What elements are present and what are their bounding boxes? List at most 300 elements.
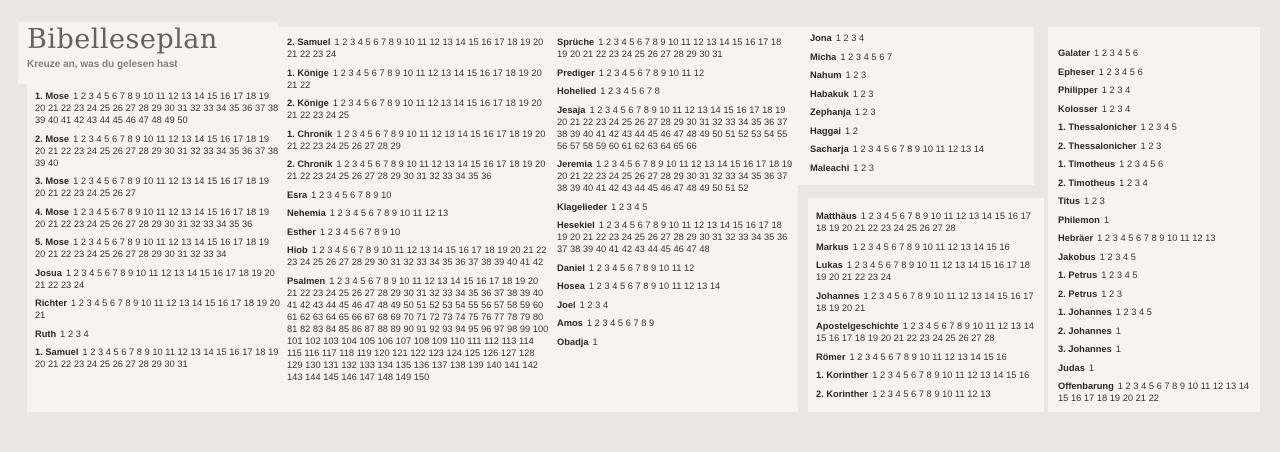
chapter-checkbox[interactable]: 20: [533, 37, 544, 47]
chapter-checkbox[interactable]: 5: [642, 201, 648, 212]
chapter-checkbox[interactable]: 93: [442, 323, 453, 334]
chapter-checkbox[interactable]: 14: [194, 176, 205, 186]
chapter-checkbox[interactable]: 1: [872, 370, 878, 380]
chapter-checkbox[interactable]: 52: [429, 299, 440, 310]
chapter-checkbox[interactable]: 50: [712, 183, 723, 193]
chapter-checkbox[interactable]: 27: [364, 171, 375, 181]
chapter-checkbox[interactable]: 24: [932, 333, 943, 343]
chapter-checkbox[interactable]: 10: [399, 208, 410, 218]
chapter-checkbox[interactable]: 16: [219, 206, 231, 217]
chapter-checkbox[interactable]: 28: [945, 223, 956, 233]
chapter-checkbox[interactable]: 3: [876, 211, 882, 221]
chapter-checkbox[interactable]: 8: [926, 388, 932, 399]
chapter-checkbox[interactable]: 15: [207, 91, 218, 101]
chapter-checkbox[interactable]: 13: [960, 241, 971, 252]
chapter-checkbox[interactable]: 32: [190, 103, 201, 113]
chapter-checkbox[interactable]: 2: [597, 104, 603, 115]
chapter-checkbox[interactable]: 35: [229, 145, 240, 156]
chapter-checkbox[interactable]: 14: [719, 220, 731, 230]
chapter-checkbox[interactable]: 47: [686, 244, 697, 254]
chapter-checkbox[interactable]: 3: [1117, 103, 1123, 114]
chapter-checkbox[interactable]: 24: [86, 103, 98, 113]
chapter-checkbox[interactable]: 18: [1019, 260, 1030, 270]
chapter-checkbox[interactable]: 5: [894, 290, 900, 301]
chapter-checkbox[interactable]: 2: [910, 321, 916, 331]
chapter-checkbox[interactable]: 41: [595, 128, 607, 139]
chapter-checkbox[interactable]: 10: [406, 128, 417, 139]
chapter-checkbox[interactable]: 17: [489, 275, 500, 286]
chapter-checkbox[interactable]: 13: [181, 91, 192, 101]
chapter-checkbox[interactable]: 32: [403, 257, 414, 267]
chapter-checkbox[interactable]: 10: [143, 133, 154, 144]
chapter-checkbox[interactable]: 12: [944, 351, 955, 362]
chapter-checkbox[interactable]: 3: [611, 159, 617, 169]
chapter-checkbox[interactable]: 44: [634, 183, 645, 193]
chapter-checkbox[interactable]: 20: [35, 145, 46, 156]
chapter-checkbox[interactable]: 7: [112, 267, 118, 278]
chapter-checkbox[interactable]: 30: [164, 145, 175, 156]
chapter-checkbox[interactable]: 5: [1128, 233, 1134, 243]
chapter-checkbox[interactable]: 13: [190, 347, 201, 357]
chapter-checkbox[interactable]: 1: [1094, 48, 1100, 58]
chapter-checkbox[interactable]: 1: [902, 321, 908, 331]
chapter-checkbox[interactable]: 32: [712, 171, 723, 181]
chapter-checkbox[interactable]: 1: [1097, 233, 1103, 243]
chapter-checkbox[interactable]: 20: [531, 67, 542, 78]
chapter-checkbox[interactable]: 30: [699, 49, 710, 59]
chapter-checkbox[interactable]: 8: [906, 241, 913, 252]
chapter-checkbox[interactable]: 16: [742, 159, 754, 169]
chapter-checkbox[interactable]: 5: [104, 176, 110, 186]
chapter-checkbox[interactable]: 15: [207, 176, 218, 186]
chapter-checkbox[interactable]: 6: [375, 159, 381, 169]
chapter-checkbox[interactable]: 7: [918, 370, 924, 380]
chapter-checkbox[interactable]: 41: [287, 299, 298, 310]
chapter-checkbox[interactable]: 110: [449, 335, 465, 346]
chapter-checkbox[interactable]: 19: [775, 104, 786, 115]
chapter-checkbox[interactable]: 16: [479, 98, 491, 108]
chapter-checkbox[interactable]: 20: [35, 103, 46, 113]
chapter-checkbox[interactable]: 16: [1019, 370, 1030, 380]
chapter-checkbox[interactable]: 131: [323, 359, 339, 370]
chapter-checkbox[interactable]: 15: [445, 245, 456, 255]
chapter-checkbox[interactable]: 11: [419, 128, 429, 139]
chapter-checkbox[interactable]: 28: [377, 171, 388, 181]
chapter-checkbox[interactable]: 23: [73, 145, 85, 156]
chapter-checkbox[interactable]: 8: [1172, 381, 1178, 391]
chapter-checkbox[interactable]: 2: [857, 351, 863, 362]
chapter-checkbox[interactable]: 27: [647, 171, 658, 181]
chapter-checkbox[interactable]: 3: [604, 104, 611, 115]
chapter-checkbox[interactable]: 1: [588, 262, 595, 273]
chapter-checkbox[interactable]: 9: [144, 347, 150, 357]
chapter-checkbox[interactable]: 6: [368, 275, 374, 286]
chapter-checkbox[interactable]: 11: [672, 104, 682, 115]
chapter-checkbox[interactable]: 3: [88, 91, 94, 101]
chapter-checkbox[interactable]: 25: [99, 188, 111, 198]
chapter-checkbox[interactable]: 30: [699, 232, 710, 242]
chapter-checkbox[interactable]: 2: [879, 370, 886, 380]
chapter-checkbox[interactable]: 127: [500, 347, 517, 358]
chapter-checkbox[interactable]: 4: [1123, 251, 1129, 262]
chapter-checkbox[interactable]: 135: [395, 359, 412, 370]
chapter-checkbox[interactable]: 4: [895, 370, 901, 380]
chapter-checkbox[interactable]: 120: [374, 347, 390, 358]
chapter-checkbox[interactable]: 5: [880, 351, 886, 362]
chapter-checkbox[interactable]: 32: [725, 232, 736, 242]
chapter-checkbox[interactable]: 15: [207, 237, 218, 247]
chapter-checkbox[interactable]: 45: [112, 115, 123, 125]
chapter-checkbox[interactable]: 2: [618, 201, 625, 212]
chapter-checkbox[interactable]: 64: [660, 140, 671, 151]
chapter-checkbox[interactable]: 70: [403, 311, 414, 322]
chapter-checkbox[interactable]: 27: [364, 140, 375, 151]
chapter-checkbox[interactable]: 3: [604, 281, 610, 291]
chapter-checkbox[interactable]: 2: [344, 159, 350, 169]
chapter-checkbox[interactable]: 5: [883, 241, 889, 252]
chapter-checkbox[interactable]: 1: [598, 37, 604, 47]
chapter-checkbox[interactable]: 13: [179, 298, 190, 308]
chapter-checkbox[interactable]: 99: [519, 323, 531, 334]
chapter-checkbox[interactable]: 8: [652, 37, 658, 47]
chapter-checkbox[interactable]: 13: [1225, 381, 1237, 391]
chapter-checkbox[interactable]: 7: [376, 208, 382, 218]
chapter-checkbox[interactable]: 43: [86, 115, 98, 125]
chapter-checkbox[interactable]: 1: [1119, 177, 1125, 188]
chapter-checkbox[interactable]: 138: [449, 359, 466, 370]
chapter-checkbox[interactable]: 1: [73, 237, 79, 247]
chapter-checkbox[interactable]: 10: [916, 260, 928, 270]
chapter-checkbox[interactable]: 25: [338, 287, 350, 298]
chapter-checkbox[interactable]: 62: [299, 311, 311, 322]
chapter-checkbox[interactable]: 33: [416, 257, 427, 267]
chapter-checkbox[interactable]: 27: [125, 103, 136, 113]
chapter-checkbox[interactable]: 39: [569, 183, 581, 193]
chapter-checkbox[interactable]: 27: [660, 232, 671, 242]
chapter-checkbox[interactable]: 10: [402, 67, 414, 78]
chapter-checkbox[interactable]: 5: [903, 388, 909, 399]
chapter-checkbox[interactable]: 6: [371, 67, 377, 78]
chapter-checkbox[interactable]: 16: [217, 298, 229, 308]
chapter-checkbox[interactable]: 8: [127, 237, 133, 247]
chapter-checkbox[interactable]: 19: [514, 275, 526, 286]
chapter-checkbox[interactable]: 22: [60, 188, 72, 198]
chapter-checkbox[interactable]: 11: [155, 91, 166, 101]
chapter-checkbox[interactable]: 13: [437, 208, 449, 218]
chapter-checkbox[interactable]: 5: [933, 321, 939, 331]
chapter-checkbox[interactable]: 18: [245, 91, 257, 101]
chapter-checkbox[interactable]: 15: [463, 275, 474, 286]
chapter-checkbox[interactable]: 8: [641, 318, 647, 328]
chapter-checkbox[interactable]: 11: [681, 220, 692, 230]
chapter-checkbox[interactable]: 3: [868, 88, 874, 99]
chapter-checkbox[interactable]: 46: [673, 244, 684, 254]
chapter-checkbox[interactable]: 26: [647, 49, 658, 59]
chapter-checkbox[interactable]: 7: [119, 237, 125, 247]
chapter-checkbox[interactable]: 1: [1117, 381, 1123, 391]
chapter-checkbox[interactable]: 1: [336, 159, 342, 169]
chapter-checkbox[interactable]: 6: [1158, 159, 1164, 169]
chapter-checkbox[interactable]: 4: [343, 226, 349, 237]
chapter-checkbox[interactable]: 29: [151, 359, 162, 369]
chapter-checkbox[interactable]: 5: [629, 37, 635, 47]
chapter-checkbox[interactable]: 3: [1099, 196, 1105, 206]
chapter-checkbox[interactable]: 21: [47, 359, 59, 369]
chapter-checkbox[interactable]: 4: [356, 98, 362, 108]
chapter-checkbox[interactable]: 11: [932, 351, 942, 362]
chapter-checkbox[interactable]: 6: [941, 321, 947, 331]
chapter-checkbox[interactable]: 43: [621, 128, 633, 139]
chapter-checkbox[interactable]: 16: [736, 104, 747, 115]
chapter-checkbox[interactable]: 26: [112, 359, 123, 369]
chapter-checkbox[interactable]: 8: [917, 290, 923, 301]
chapter-checkbox[interactable]: 1: [73, 176, 79, 186]
chapter-checkbox[interactable]: 41: [595, 183, 607, 193]
chapter-checkbox[interactable]: 1: [311, 189, 317, 200]
chapter-checkbox[interactable]: 10: [143, 91, 154, 101]
chapter-checkbox[interactable]: 54: [455, 299, 466, 310]
chapter-checkbox[interactable]: 1: [598, 67, 604, 78]
chapter-checkbox[interactable]: 104: [341, 335, 357, 346]
chapter-checkbox[interactable]: 37: [776, 171, 788, 181]
chapter-checkbox[interactable]: 3: [1156, 122, 1162, 132]
chapter-checkbox[interactable]: 12: [168, 237, 179, 247]
chapter-checkbox[interactable]: 36: [764, 116, 775, 127]
chapter-checkbox[interactable]: 25: [99, 145, 111, 156]
chapter-checkbox[interactable]: 25: [99, 103, 111, 113]
chapter-checkbox[interactable]: 23: [60, 279, 72, 290]
chapter-checkbox[interactable]: 45: [647, 128, 658, 139]
chapter-checkbox[interactable]: 4: [96, 206, 102, 217]
chapter-checkbox[interactable]: 37: [776, 116, 788, 127]
chapter-checkbox[interactable]: 19: [781, 159, 793, 169]
chapter-checkbox[interactable]: 4: [89, 267, 95, 278]
chapter-checkbox[interactable]: 22: [536, 245, 547, 255]
chapter-checkbox[interactable]: 16: [828, 333, 840, 343]
chapter-checkbox[interactable]: 8: [127, 176, 133, 186]
chapter-checkbox[interactable]: 9: [660, 220, 667, 230]
chapter-checkbox[interactable]: 9: [135, 91, 141, 101]
chapter-checkbox[interactable]: 22: [854, 272, 866, 282]
chapter-checkbox[interactable]: 25: [906, 223, 917, 233]
chapter-checkbox[interactable]: 23: [73, 359, 85, 369]
chapter-checkbox[interactable]: 1: [860, 211, 866, 221]
chapter-checkbox[interactable]: 6: [885, 260, 891, 270]
chapter-checkbox[interactable]: 8: [383, 275, 389, 286]
chapter-checkbox[interactable]: 7: [119, 176, 125, 186]
chapter-checkbox[interactable]: 32: [190, 218, 201, 229]
chapter-checkbox[interactable]: 2: [80, 206, 87, 217]
chapter-checkbox[interactable]: 19: [828, 302, 840, 313]
chapter-checkbox[interactable]: 49: [699, 128, 710, 139]
chapter-checkbox[interactable]: 34: [455, 171, 466, 181]
chapter-checkbox[interactable]: 13: [1205, 233, 1216, 243]
chapter-checkbox[interactable]: 12: [160, 267, 172, 278]
chapter-checkbox[interactable]: 5: [877, 260, 884, 270]
chapter-checkbox[interactable]: 2: [73, 267, 79, 278]
chapter-checkbox[interactable]: 22: [906, 333, 917, 343]
chapter-checkbox[interactable]: 147: [359, 371, 375, 382]
chapter-checkbox[interactable]: 3: [868, 162, 874, 173]
chapter-checkbox[interactable]: 26: [351, 171, 363, 181]
chapter-checkbox[interactable]: 31: [699, 171, 710, 181]
chapter-checkbox[interactable]: 13: [444, 128, 455, 139]
chapter-checkbox[interactable]: 8: [125, 298, 131, 308]
chapter-checkbox[interactable]: 23: [73, 249, 85, 259]
chapter-checkbox[interactable]: 19: [258, 206, 270, 217]
chapter-checkbox[interactable]: 4: [1117, 48, 1123, 58]
chapter-checkbox[interactable]: 1: [854, 107, 860, 117]
chapter-checkbox[interactable]: 10: [666, 159, 677, 169]
chapter-checkbox[interactable]: 7: [1143, 233, 1149, 243]
chapter-checkbox[interactable]: 35: [764, 232, 775, 242]
chapter-checkbox[interactable]: 50: [712, 128, 723, 139]
chapter-checkbox[interactable]: 8: [903, 351, 909, 362]
chapter-checkbox[interactable]: 11: [1179, 233, 1190, 243]
chapter-checkbox[interactable]: 61: [621, 140, 633, 151]
chapter-checkbox[interactable]: 38: [267, 103, 279, 113]
chapter-checkbox[interactable]: 136: [413, 359, 430, 370]
chapter-checkbox[interactable]: 11: [1200, 381, 1211, 391]
chapter-checkbox[interactable]: 11: [681, 37, 691, 47]
chapter-checkbox[interactable]: 12: [1212, 381, 1224, 391]
chapter-checkbox[interactable]: 2: [1148, 122, 1154, 132]
chapter-checkbox[interactable]: 19: [522, 128, 533, 139]
chapter-checkbox[interactable]: 3: [918, 321, 924, 331]
chapter-checkbox[interactable]: 1: [835, 33, 841, 43]
chapter-checkbox[interactable]: 4: [619, 159, 625, 169]
chapter-checkbox[interactable]: 44: [647, 244, 658, 254]
chapter-checkbox[interactable]: 102: [305, 335, 321, 346]
chapter-checkbox[interactable]: 6: [121, 347, 127, 357]
chapter-checkbox[interactable]: 6: [375, 128, 381, 139]
chapter-checkbox[interactable]: 34: [455, 287, 466, 298]
chapter-checkbox[interactable]: 9: [914, 241, 920, 252]
chapter-checkbox[interactable]: 8: [120, 267, 126, 278]
chapter-checkbox[interactable]: 3: [352, 159, 358, 169]
chapter-checkbox[interactable]: 14: [194, 206, 205, 217]
chapter-checkbox[interactable]: 78: [506, 311, 518, 322]
chapter-checkbox[interactable]: 18: [245, 176, 257, 186]
chapter-checkbox[interactable]: 15: [1006, 370, 1017, 380]
chapter-checkbox[interactable]: 31: [177, 218, 188, 229]
chapter-checkbox[interactable]: 1: [334, 37, 340, 47]
chapter-checkbox[interactable]: 32: [190, 249, 201, 259]
chapter-checkbox[interactable]: 60: [532, 299, 544, 310]
chapter-checkbox[interactable]: 51: [725, 183, 736, 193]
chapter-checkbox[interactable]: 2: [342, 37, 348, 47]
chapter-checkbox[interactable]: 130: [305, 359, 321, 370]
chapter-checkbox[interactable]: 114: [518, 335, 534, 346]
chapter-checkbox[interactable]: 2: [78, 298, 84, 308]
chapter-checkbox[interactable]: 34: [751, 232, 762, 242]
chapter-checkbox[interactable]: 12: [431, 128, 442, 139]
chapter-checkbox[interactable]: 30: [686, 116, 697, 127]
chapter-checkbox[interactable]: 3: [864, 351, 871, 362]
chapter-checkbox[interactable]: 8: [926, 370, 932, 380]
chapter-checkbox[interactable]: 6: [911, 388, 917, 399]
chapter-checkbox[interactable]: 11: [153, 298, 164, 308]
chapter-checkbox[interactable]: 18: [505, 67, 516, 78]
chapter-checkbox[interactable]: 3: [1117, 85, 1123, 95]
chapter-checkbox[interactable]: 12: [427, 98, 439, 108]
chapter-checkbox[interactable]: 21: [287, 49, 298, 59]
chapter-checkbox[interactable]: 14: [1023, 321, 1034, 331]
chapter-checkbox[interactable]: 20: [35, 218, 46, 229]
chapter-checkbox[interactable]: 5: [363, 67, 370, 78]
chapter-checkbox[interactable]: 4: [859, 33, 865, 43]
chapter-checkbox[interactable]: 29: [673, 116, 684, 127]
chapter-checkbox[interactable]: 36: [242, 145, 253, 156]
chapter-checkbox[interactable]: 15: [983, 351, 994, 362]
chapter-checkbox[interactable]: 9: [922, 211, 929, 221]
chapter-checkbox[interactable]: 51: [416, 299, 427, 310]
chapter-checkbox[interactable]: 3: [615, 86, 621, 96]
chapter-checkbox[interactable]: 13: [704, 159, 715, 169]
chapter-checkbox[interactable]: 29: [390, 171, 401, 181]
chapter-checkbox[interactable]: 26: [351, 287, 363, 298]
chapter-checkbox[interactable]: 9: [391, 208, 398, 218]
chapter-checkbox[interactable]: 45: [647, 183, 658, 193]
chapter-checkbox[interactable]: 3: [88, 133, 94, 144]
chapter-checkbox[interactable]: 4: [634, 201, 640, 212]
chapter-checkbox[interactable]: 2: [860, 88, 866, 99]
chapter-checkbox[interactable]: 16: [1007, 211, 1018, 221]
chapter-checkbox[interactable]: 19: [557, 232, 568, 242]
chapter-checkbox[interactable]: 86: [351, 323, 363, 334]
chapter-checkbox[interactable]: 17: [1083, 393, 1095, 403]
chapter-checkbox[interactable]: 20: [841, 223, 853, 233]
chapter-checkbox[interactable]: 26: [634, 171, 645, 181]
chapter-checkbox[interactable]: 26: [112, 188, 123, 198]
chapter-checkbox[interactable]: 62: [634, 140, 645, 151]
chapter-checkbox[interactable]: 15: [470, 159, 481, 169]
chapter-checkbox[interactable]: 4: [884, 211, 890, 221]
chapter-checkbox[interactable]: 29: [686, 49, 697, 59]
chapter-checkbox[interactable]: 16: [993, 260, 1005, 270]
chapter-checkbox[interactable]: 82: [299, 323, 311, 334]
chapter-checkbox[interactable]: 140: [486, 359, 502, 370]
chapter-checkbox[interactable]: 25: [338, 171, 350, 181]
chapter-checkbox[interactable]: 8: [901, 260, 907, 270]
chapter-checkbox[interactable]: 105: [359, 335, 375, 346]
chapter-checkbox[interactable]: 38: [267, 145, 279, 156]
chapter-checkbox[interactable]: 18: [501, 275, 513, 286]
chapter-checkbox[interactable]: 5: [629, 220, 635, 230]
chapter-checkbox[interactable]: 4: [359, 159, 365, 169]
chapter-checkbox[interactable]: 20: [535, 128, 546, 139]
chapter-checkbox[interactable]: 11: [943, 211, 954, 221]
chapter-checkbox[interactable]: 27: [660, 49, 671, 59]
chapter-checkbox[interactable]: 33: [738, 232, 749, 242]
chapter-checkbox[interactable]: 22: [60, 359, 72, 369]
chapter-checkbox[interactable]: 10: [930, 211, 942, 221]
chapter-checkbox[interactable]: 39: [569, 128, 581, 139]
chapter-checkbox[interactable]: 116: [304, 347, 320, 358]
chapter-checkbox[interactable]: 14: [432, 245, 443, 255]
chapter-checkbox[interactable]: 6: [888, 351, 894, 362]
chapter-checkbox[interactable]: 9: [398, 159, 404, 169]
chapter-checkbox[interactable]: 5: [104, 237, 110, 247]
chapter-checkbox[interactable]: 16: [219, 91, 231, 101]
chapter-checkbox[interactable]: 9: [398, 128, 404, 139]
chapter-checkbox[interactable]: 5: [1171, 122, 1177, 132]
chapter-checkbox[interactable]: 30: [403, 287, 414, 298]
chapter-checkbox[interactable]: 1: [73, 91, 79, 101]
chapter-checkbox[interactable]: 4: [357, 37, 363, 47]
chapter-checkbox[interactable]: 1: [1115, 325, 1121, 336]
chapter-checkbox[interactable]: 55: [468, 299, 479, 310]
